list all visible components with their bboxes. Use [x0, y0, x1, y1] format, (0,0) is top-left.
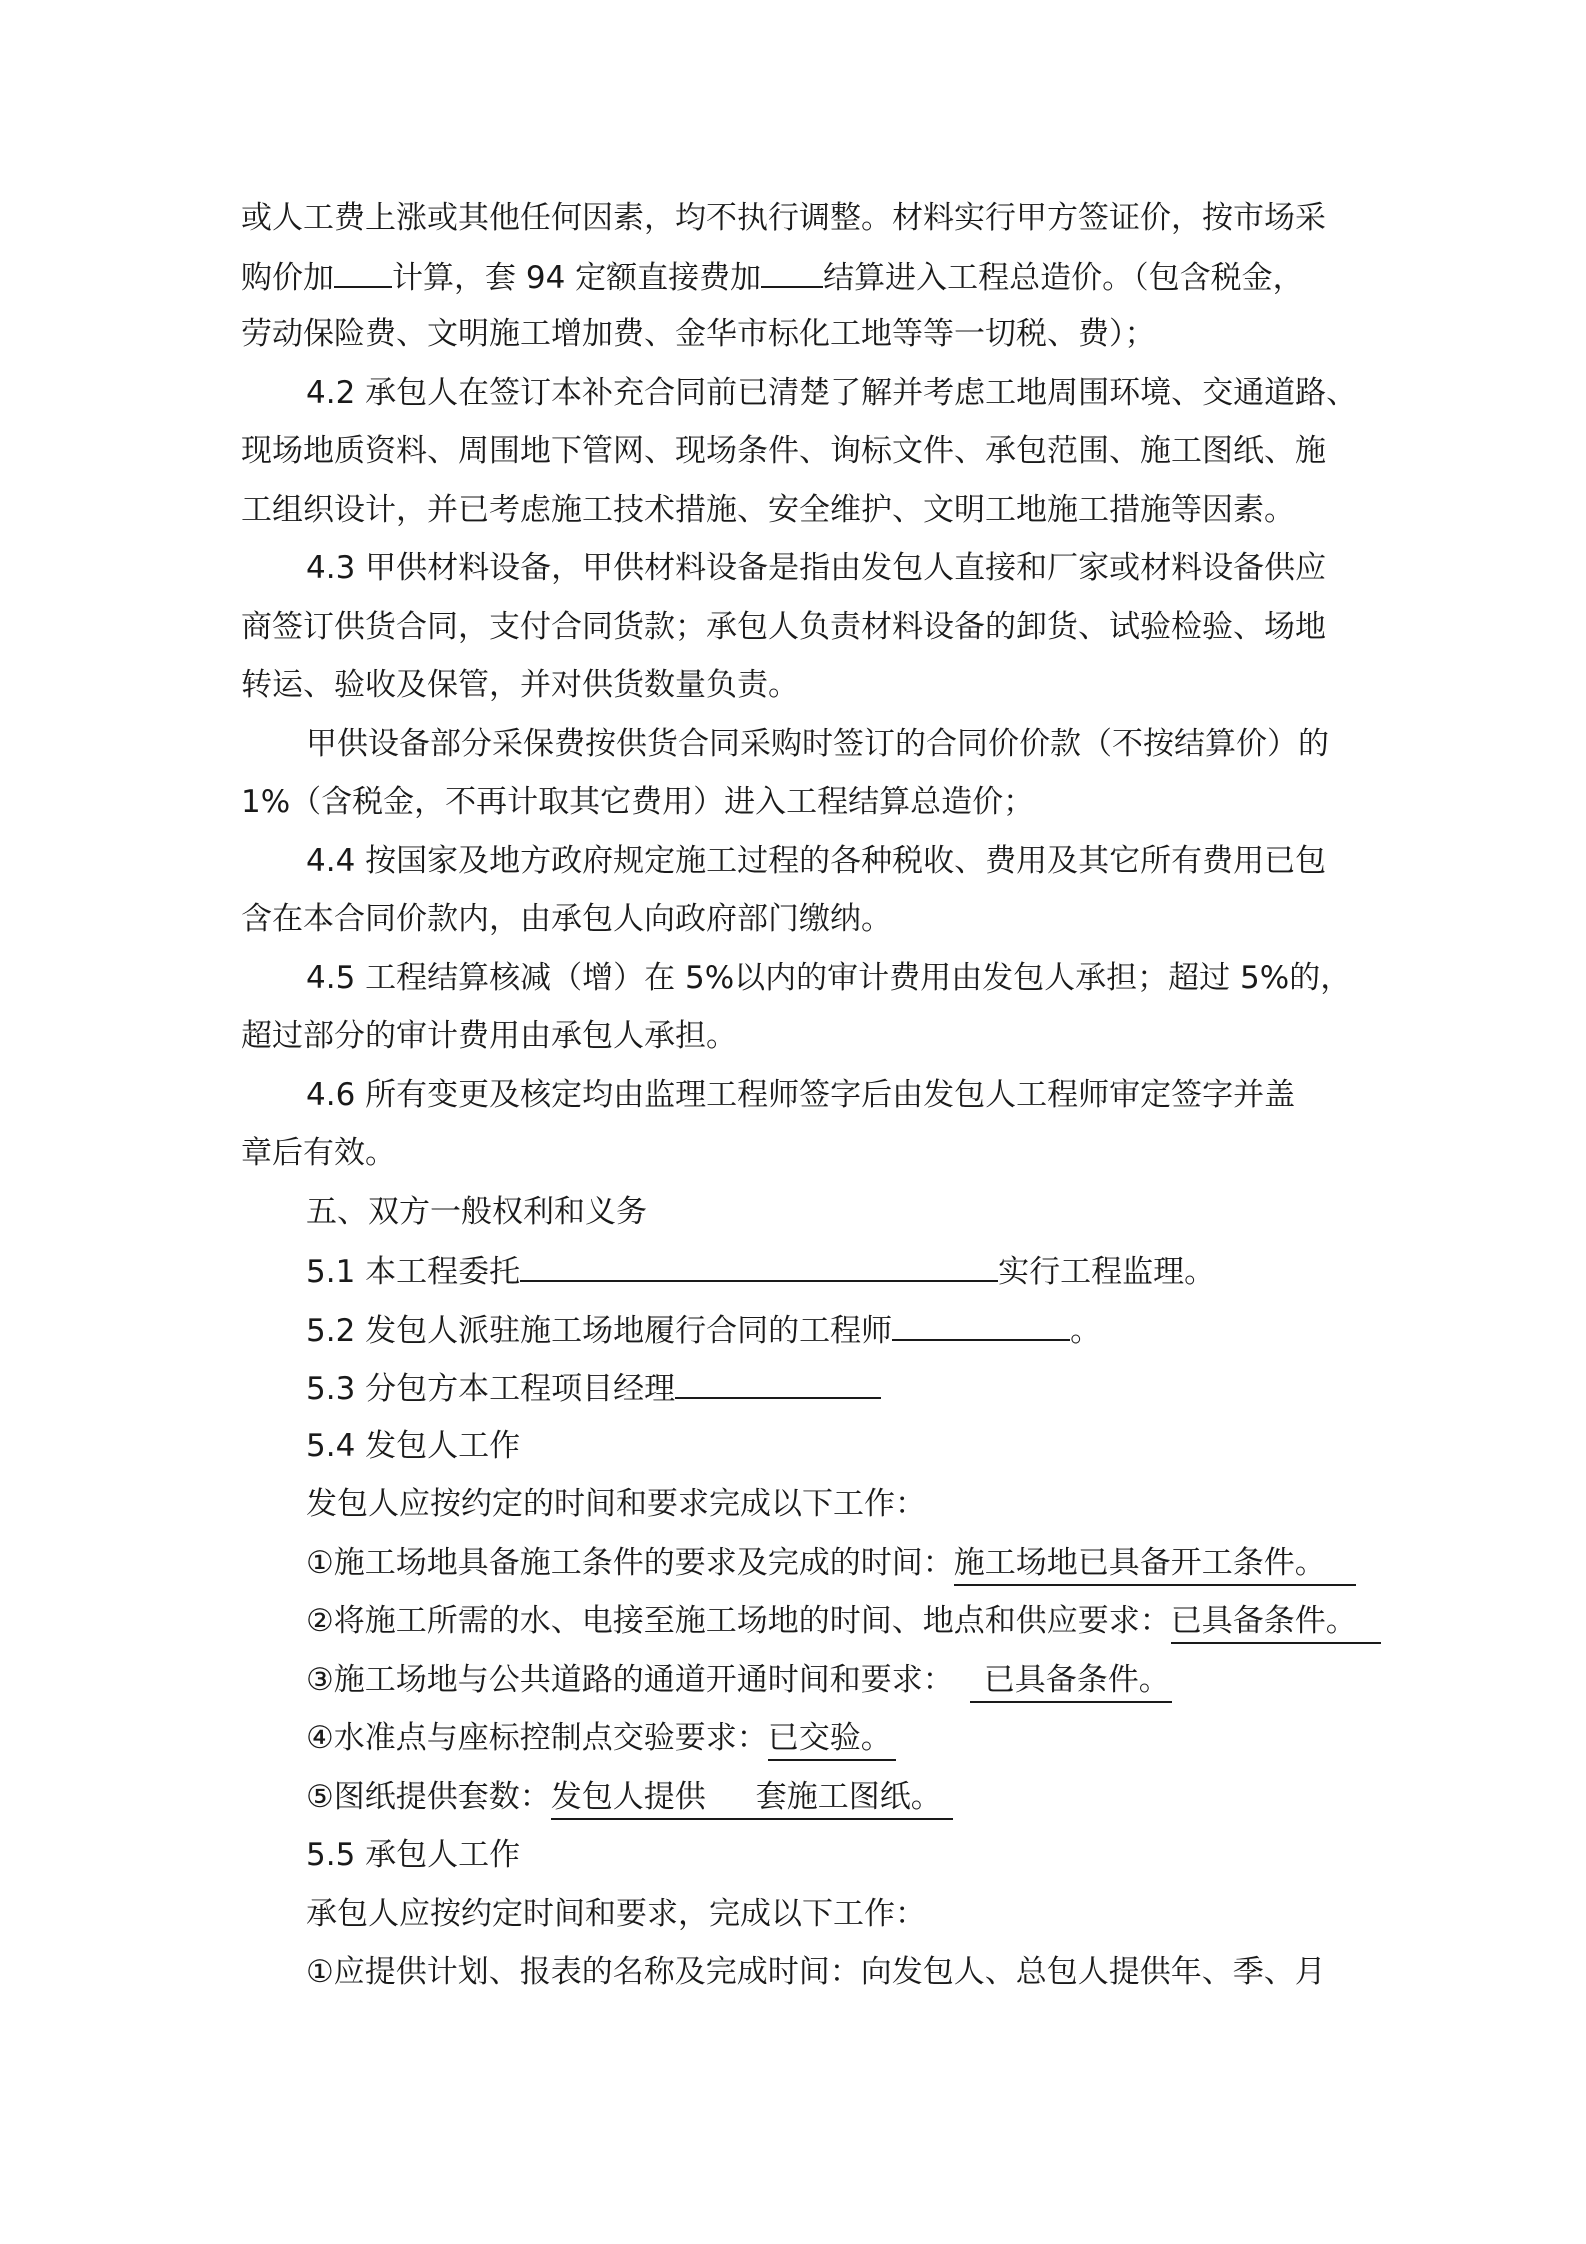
text-span: ⑤图纸提供套数：: [306, 1779, 551, 1815]
text-line: 4.3 甲供材料设备，甲供材料设备是指由发包人直接和厂家或材料设备供应: [306, 550, 1327, 586]
list-item: [306, 1660, 1172, 1700]
list-item: [306, 1543, 1356, 1583]
blank-underline: [761, 256, 823, 288]
text-line: 4.2 承包人在签订本补充合同前已清楚了解并考虑工地周围环境、交通道路、: [306, 375, 1358, 411]
text-span: 。: [1070, 1313, 1102, 1349]
text-span: 套施工图纸。: [755, 1779, 942, 1815]
blank-underline: [675, 1367, 881, 1399]
text-line: 4.6 所有变更及核定均由监理工程师签字后由发包人工程师审定签字并盖: [306, 1077, 1296, 1113]
text-line: 发包人应按约定的时间和要求完成以下工作：: [306, 1486, 926, 1522]
text-line: 工组织设计，并已考虑施工技术措施、安全维护、文明工地施工措施等因素。: [241, 492, 1295, 528]
text-span: 发包人提供: [550, 1779, 706, 1815]
blank-underline: [892, 1309, 1070, 1341]
list-item: [306, 1718, 896, 1758]
text-line: 转运、验收及保管，并对供货数量负责。: [241, 667, 799, 703]
list-item: ①应提供计划、报表的名称及完成时间：向发包人、总包人提供年、季、月: [306, 1954, 1326, 1990]
list-item: [306, 1777, 953, 1817]
text-line: 超过部分的审计费用由承包人承担。: [241, 1018, 737, 1054]
text-span: ①施工场地具备施工条件的要求及完成的时间：: [306, 1545, 954, 1581]
text-span: ②将施工所需的水、电接至施工场地的时间、地点和供应要求：: [306, 1603, 1171, 1639]
text-span: ④水准点与座标控制点交验要求：: [306, 1720, 768, 1756]
text-line: [306, 1367, 881, 1407]
text-line: 商签订供货合同，支付合同货款；承包人负责材料设备的卸货、试验检验、场地: [241, 609, 1326, 645]
text-span: 5.1 本工程委托: [306, 1254, 521, 1290]
text-span: 5.2 发包人派驻施工场地履行合同的工程师: [306, 1313, 893, 1349]
text-line: [306, 1309, 1101, 1349]
underlined-value: 施工场地已具备开工条件。: [954, 1543, 1356, 1586]
text-line: 承包人应按约定时间和要求，完成以下工作：: [306, 1896, 926, 1932]
text-span: 实行工程监理。: [998, 1254, 1216, 1290]
text-span: 5.3 分包方本工程项目经理: [306, 1371, 676, 1407]
text-span: ③施工场地与公共道路的通道开通时间和要求：: [306, 1662, 954, 1698]
section-heading: 五、双方一般权利和义务: [306, 1194, 647, 1230]
text-span: 结算进入工程总造价。（包含税金，: [823, 260, 1304, 296]
blank-underline: [520, 1250, 998, 1282]
text-line: 或人工费上涨或其他任何因素，均不执行调整。材料实行甲方签证价，按市场采: [241, 200, 1326, 236]
text-span: 购价加: [241, 260, 334, 296]
text-span: 计算，套 94 定额直接费加: [392, 260, 762, 296]
text-line: 现场地质资料、周围地下管网、现场条件、询标文件、承包范围、施工图纸、施: [241, 433, 1326, 469]
text-line: 1%（含税金，不再计取其它费用）进入工程结算总造价；: [241, 784, 1035, 820]
text-line: 劳动保险费、文明施工增加费、金华市标化工地等等一切税、费）；: [241, 316, 1156, 352]
underlined-value: 已具备条件。: [1171, 1601, 1381, 1644]
underlined-value: [551, 1777, 953, 1820]
text-line: 4.4 按国家及地方政府规定施工过程的各种税收、费用及其它所有费用已包: [306, 843, 1327, 879]
text-line: 含在本合同价款内，由承包人向政府部门缴纳。: [241, 901, 892, 937]
text-line: 4.5 工程结算核减（增）在 5%以内的审计费用由发包人承担；超过 5%的，: [306, 960, 1352, 996]
blank-underline: [334, 256, 392, 288]
text-line: 5.4 发包人工作: [306, 1428, 521, 1464]
text-line: [241, 256, 1304, 296]
underlined-value: 已具备条件。: [970, 1660, 1172, 1703]
underlined-value: 已交验。: [768, 1718, 896, 1761]
text-line: [306, 1250, 1215, 1290]
text-line: 甲供设备部分采保费按供货合同采购时签订的合同价价款（不按结算价）的: [306, 726, 1329, 762]
text-line: 章后有效。: [241, 1135, 396, 1171]
text-line: 5.5 承包人工作: [306, 1837, 521, 1873]
list-item: [306, 1601, 1381, 1641]
